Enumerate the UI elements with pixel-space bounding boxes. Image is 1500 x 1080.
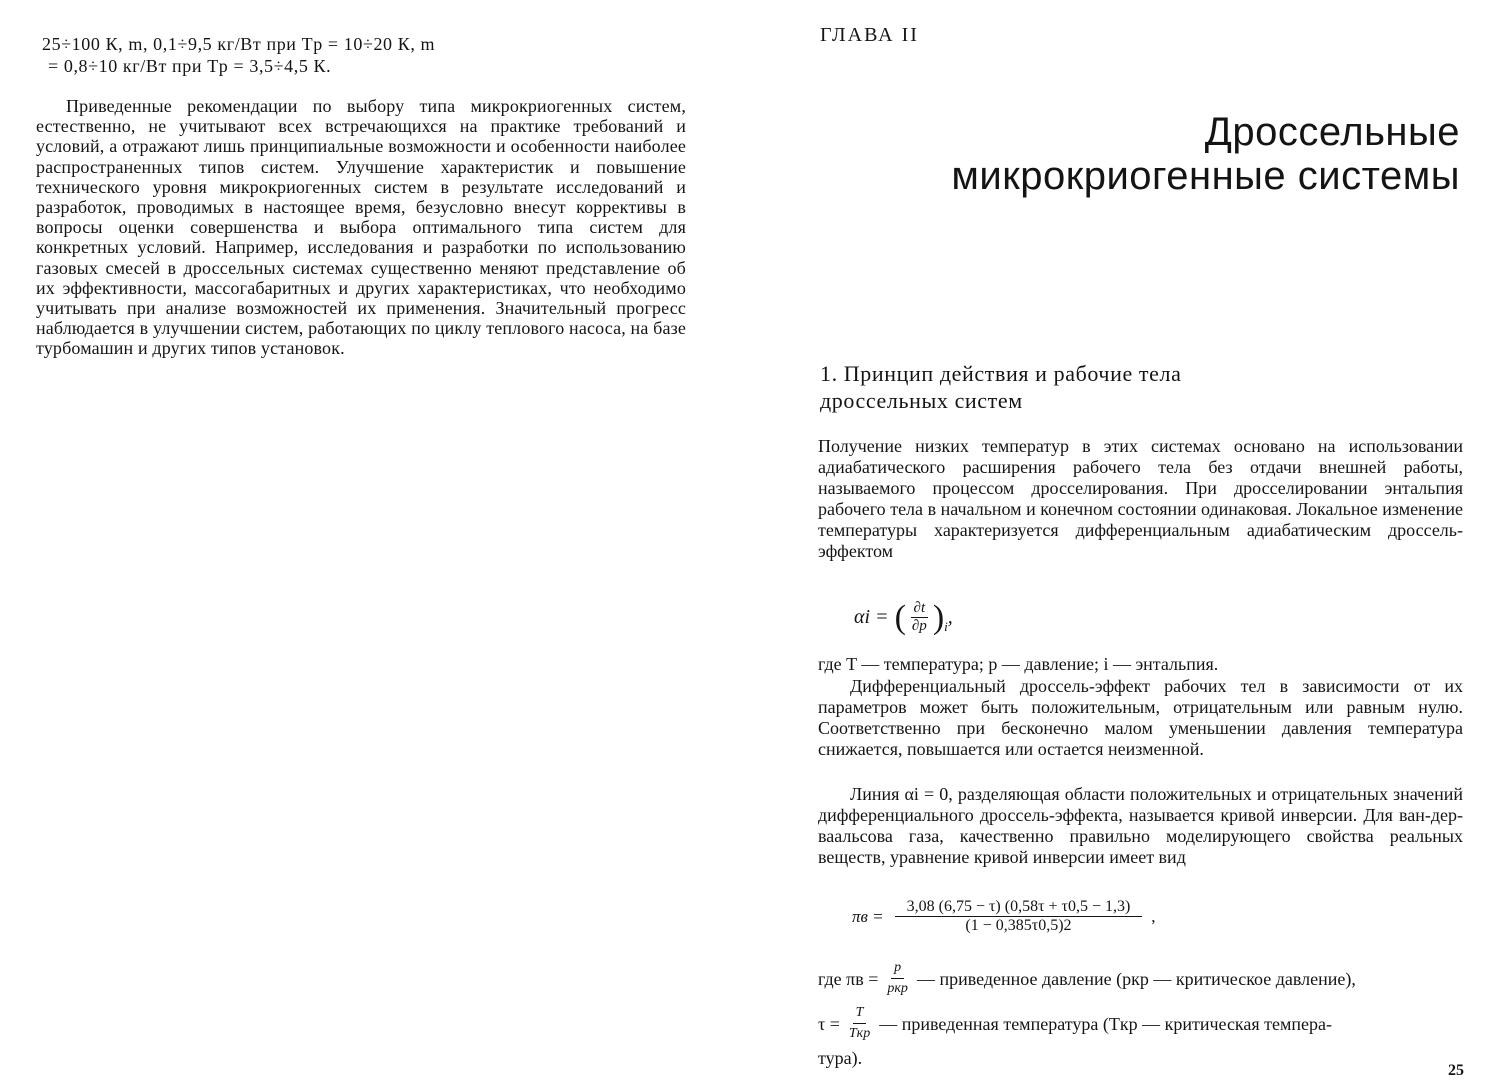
- chapter-label: ГЛАВА II: [820, 24, 919, 46]
- def-1-numerator: p: [891, 958, 904, 979]
- def-1-text: — приведенное давление (pкр — критическое давление),: [916, 968, 1356, 989]
- paragraph-2: Дифференциальный дроссель-эффект рабочих тел в зависимости от их параметров может быть положительным, отрицательным или равным нулю. Соответственно при бесконечно малом уменьшении давления температура снижается, повышается или остается неизменной.: [818, 676, 1463, 759]
- formula-2-fraction: [895, 898, 1143, 935]
- chapter-title: [900, 110, 1460, 198]
- formula-2-lhs: πв =: [852, 906, 884, 926]
- definition-reduced-pressure: [818, 958, 1463, 999]
- page-number: 25: [1448, 1062, 1464, 1079]
- def-2-prefix: τ =: [818, 1013, 840, 1034]
- formula-2-numerator: 3,08 (6,75 − τ) (0,58τ + τ0,5 − 1,3): [895, 898, 1143, 917]
- section-heading: [820, 360, 1380, 414]
- def-2-fraction: [846, 1003, 873, 1044]
- definition-reduced-temperature: [818, 1003, 1463, 1044]
- formula-1-open-paren: (: [894, 598, 906, 636]
- left-page: [0, 0, 750, 1078]
- formula-joule-thomson: [854, 600, 953, 635]
- def-2-denominator: Tкр: [848, 1026, 871, 1041]
- formula-continuation: [42, 33, 686, 77]
- formula-line-2: = 0,8÷10 кг/Вт при Tр = 3,5÷4,5 К.: [48, 56, 332, 76]
- formula-2-tail: ,: [1151, 906, 1156, 926]
- formula-1-numerator: ∂t: [911, 600, 929, 618]
- formula-line-1: 25÷100 К, m, 0,1÷9,5 кг/Вт при Tр = 10÷20 К, m: [42, 34, 436, 54]
- paragraph-3: Линия αi = 0, разделяющая области положительных и отрицательных значений дифференциального дроссель-эффекта, называется кривой инверсии. Для ван-дер-ваальсова газа, качественно правильно моделирующего свойства реальных веществ, уравнение кривой инверсии имеет вид: [818, 784, 1463, 867]
- def-2-tail: тура).: [818, 1048, 863, 1068]
- formula-1-close-paren: ): [932, 598, 945, 636]
- def-1-fraction: [884, 958, 911, 999]
- chapter-title-line-1: Дроссельные: [1204, 110, 1460, 154]
- formula-1-fraction: [909, 600, 930, 635]
- definitions: [818, 958, 1463, 1068]
- formula-inversion-curve: [852, 898, 1156, 935]
- paragraph-1: Получение низких температур в этих системах основано на использовании адиабатического расширения рабочего тела без отдачи внешней работы, называемого процессом дросселирования. При дросселировании энтальпия рабочего тела в начальном и конечном состоянии одинаковая. Локальное изменение температуры характеризуется дифференциальным адиабатическим дроссель-эффектом: [818, 436, 1463, 561]
- section-heading-line-2: дроссельных систем: [820, 388, 1023, 413]
- formula-1-subscript: i: [944, 619, 948, 634]
- formula-1-denominator: ∂p: [911, 618, 927, 634]
- right-page: [750, 0, 1500, 1078]
- def-2-text: — приведенная температура (Tкр — критическая темпера-: [879, 1013, 1333, 1034]
- def-1-denominator: pкр: [887, 981, 908, 996]
- chapter-title-line-2: микрокриогенные системы: [951, 154, 1460, 198]
- where-1: где T — температура; p — давление; i — энтальпия.: [818, 654, 1219, 674]
- def-2-numerator: T: [853, 1003, 867, 1024]
- formula-1-lhs: αi =: [854, 606, 889, 628]
- def-1-prefix: где πв =: [818, 968, 879, 989]
- formula-1-tail: ,: [947, 606, 953, 628]
- formula-2-denominator: (1 − 0,385τ0,5)2: [965, 917, 1072, 934]
- section-heading-line-1: 1. Принцип действия и рабочие тела: [820, 361, 1182, 386]
- left-paragraph: Приведенные рекомендации по выбору типа микрокриогенных систем, естественно, не учитывают всех встречающихся на практике требований и условий, а отражают лишь принципиальные возможности и особенности наиболее распространенных типов систем. Улучшение характеристик и повышение технического уровня микрокриогенных систем в результате исследований и разработок, проводимых в настоящее время, безусловно внесут коррективы в вопросы оценки совершенства и выбора оптимального типа систем для конкретных условий. Например, исследования и разработки по использованию газовых смесей в дроссельных системах существенно меняют представление об их эффективности, массогабаритных и других характеристиках, что необходимо учитывать при анализе возможностей их применения. Значительный прогресс наблюдается в улучшении систем, работающих по циклу теплового насоса, на базе турбомашин и других типов установок.: [36, 96, 686, 359]
